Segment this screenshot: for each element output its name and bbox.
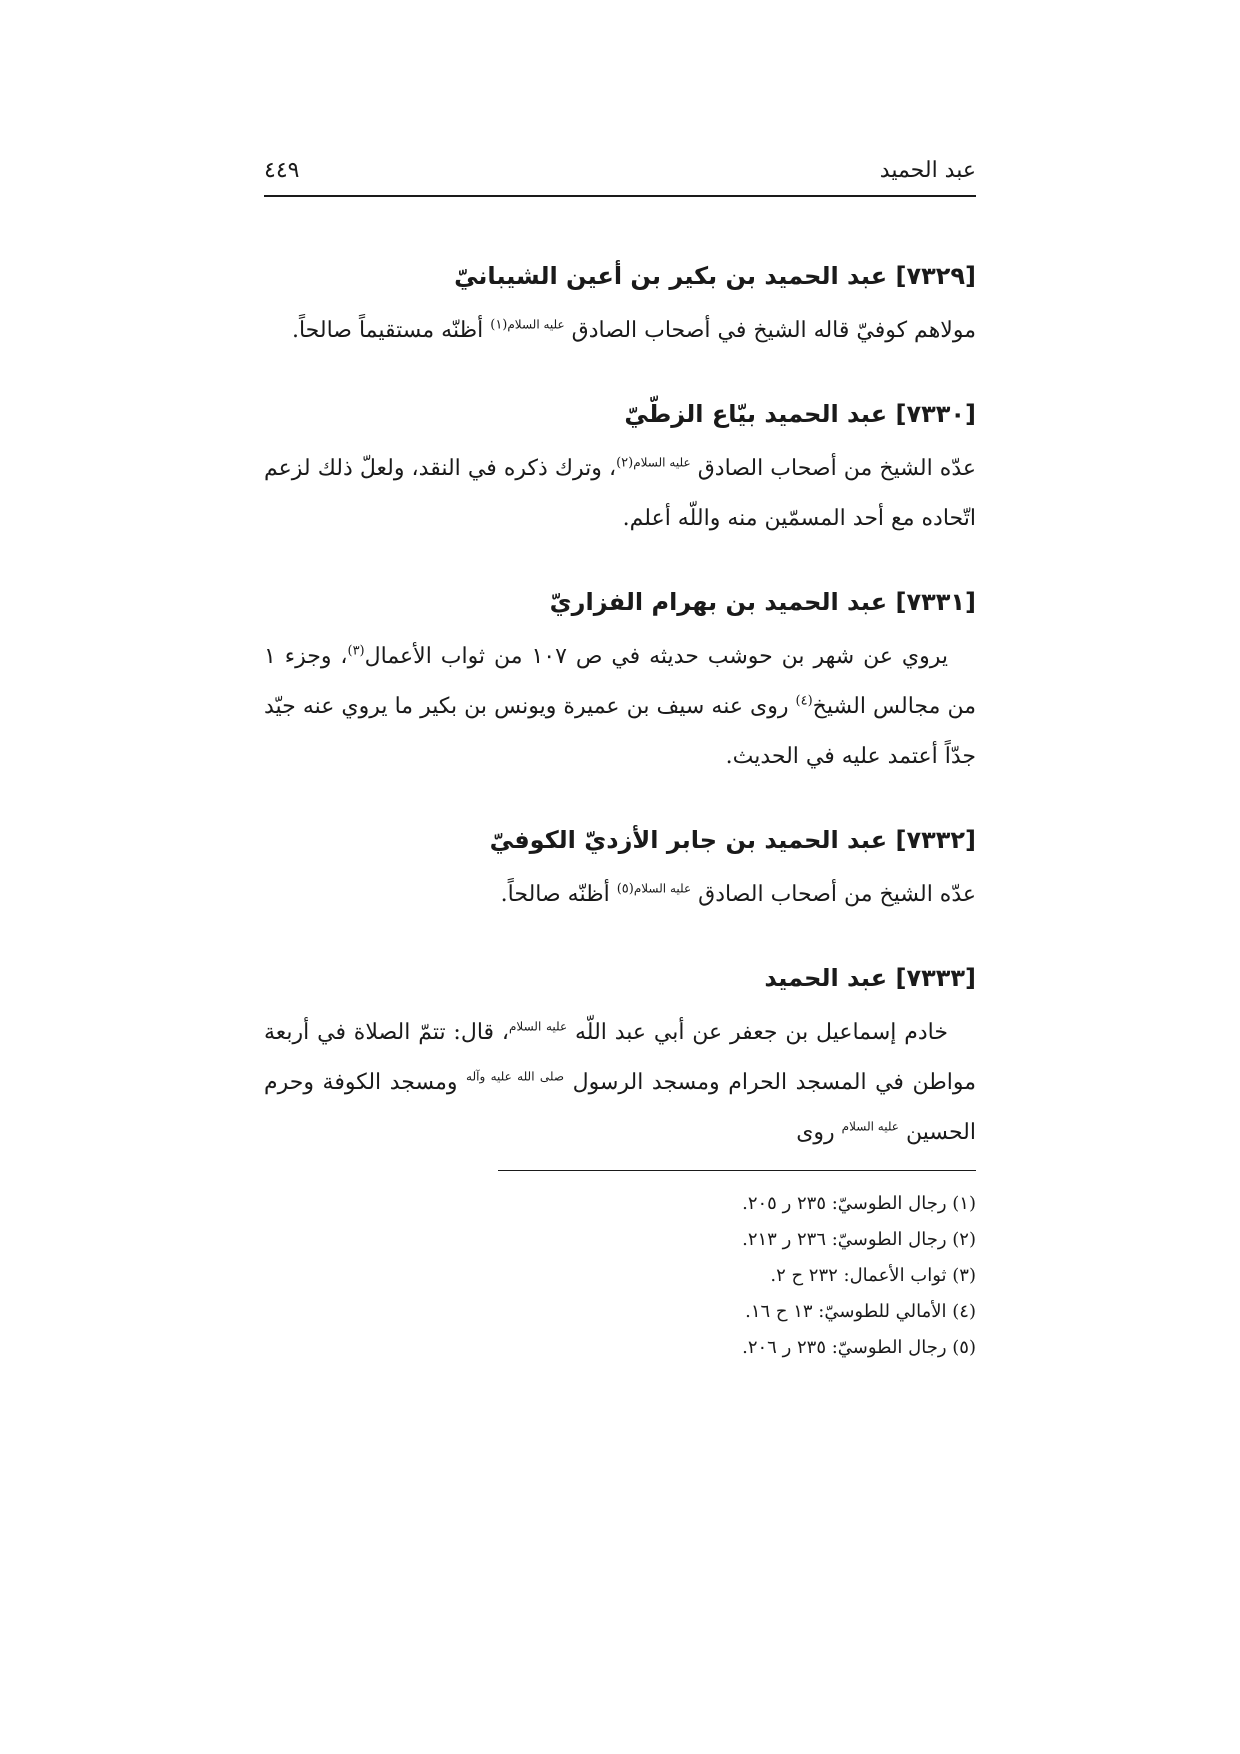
entry-name: عبد الحميد بن بهرام الفزاريّ bbox=[549, 588, 888, 616]
entry-text-part: عدّه الشيخ من أصحاب الصادق bbox=[697, 456, 976, 481]
book-page bbox=[264, 0, 976, 1754]
honorific-mark: عليه السلام bbox=[841, 1119, 899, 1134]
footnote-2: (٢) رجال الطوسيّ: ٢٣٦ ر ٢١٣. bbox=[742, 1229, 976, 1250]
header-rule bbox=[264, 195, 976, 197]
entry-text-part: يروي عن شهر بن حوشب حديثه في ص ١٠٧ من ثواب الأعمال bbox=[364, 644, 948, 669]
running-title: عبد الحميد bbox=[879, 157, 976, 183]
entry-text-part: روى bbox=[796, 1120, 842, 1145]
entry-name: عبد الحميد بن جابر الأزديّ الكوفيّ bbox=[489, 826, 888, 854]
entry-text-part: أظنّه مستقيماً صالحاً. bbox=[291, 318, 491, 343]
entry-text-part: ، قال: تتمّ الصلاة في أربعة مواطن في المسجد الحرام ومسجد الرسول bbox=[264, 1020, 977, 1095]
page-number: ٤٤٩ bbox=[264, 157, 300, 183]
entry-name: عبد الحميد بن بكير بن أعين الشيبانيّ bbox=[454, 262, 888, 290]
honorific-mark: عليه السلام bbox=[633, 455, 691, 470]
entry-text-part: ، وترك ذكره في النقد، ولعلّ ذلك لزعم اتّحاده مع أحد المسمّين منه واللّه أعلم. bbox=[264, 456, 976, 531]
footnote-1: (١) رجال الطوسيّ: ٢٣٥ ر ٢٠٥. bbox=[742, 1193, 976, 1214]
footnote-ref-5[interactable]: (٥) bbox=[616, 881, 634, 897]
footnote-ref-1[interactable]: (١) bbox=[490, 317, 508, 333]
honorific-mark: صلى الله عليه وآله bbox=[466, 1069, 565, 1084]
entry-text-part: مولاهم كوفيّ قاله الشيخ في أصحاب الصادق bbox=[571, 318, 976, 343]
entry-number: [٧٣٣٣] bbox=[895, 964, 976, 992]
entry-text-part: أظنّه صالحاً. bbox=[500, 882, 617, 907]
entry-text-part: خادم إسماعيل بن جعفر عن أبي عبد اللّه bbox=[574, 1020, 948, 1045]
footnote-ref-3[interactable]: (٣) bbox=[347, 643, 365, 659]
entry-text bbox=[264, 306, 976, 356]
footnote-rule bbox=[498, 1170, 976, 1171]
entry-7330 bbox=[264, 394, 976, 544]
entry-number: [٧٣٣١] bbox=[895, 588, 976, 616]
footnotes-list bbox=[264, 1186, 976, 1366]
footnote-ref-4[interactable]: (٤) bbox=[795, 693, 813, 709]
entry-text bbox=[264, 632, 976, 782]
entry-number: [٧٣٣٠] bbox=[895, 400, 976, 428]
footnote-5: (٥) رجال الطوسيّ: ٢٣٥ ر ٢٠٦. bbox=[742, 1337, 976, 1358]
entry-title bbox=[264, 256, 976, 296]
page-body bbox=[264, 256, 976, 1196]
entry-text bbox=[264, 1008, 976, 1158]
entry-number: [٧٣٢٩] bbox=[895, 262, 976, 290]
entry-title bbox=[264, 394, 976, 434]
footnote-ref-2[interactable]: (٢) bbox=[616, 455, 634, 471]
footnote-4: (٤) الأمالي للطوسيّ: ١٣ ح ١٦. bbox=[745, 1301, 976, 1322]
honorific-mark: عليه السلام bbox=[633, 881, 692, 896]
entry-title bbox=[264, 582, 976, 622]
entry-name: عبد الحميد bbox=[764, 964, 888, 992]
entry-title bbox=[264, 820, 976, 860]
entry-text-part: ومسجد الكوفة وحرم الحسين bbox=[264, 1070, 976, 1145]
entry-text bbox=[264, 870, 976, 920]
page-header bbox=[264, 152, 976, 188]
honorific-mark: عليه السلام bbox=[509, 1019, 568, 1034]
entry-7331 bbox=[264, 582, 976, 782]
entry-text bbox=[264, 444, 976, 544]
entry-7329 bbox=[264, 256, 976, 356]
entry-7332 bbox=[264, 820, 976, 920]
honorific-mark: عليه السلام bbox=[507, 317, 565, 332]
entry-text-part: ، وجزء ١ من مجالس الشيخ bbox=[264, 644, 976, 719]
entry-number: [٧٣٣٢] bbox=[895, 826, 976, 854]
footnote-3: (٣) ثواب الأعمال: ٢٣٢ ح ٢. bbox=[770, 1265, 976, 1286]
entry-title bbox=[264, 958, 976, 998]
entry-name: عبد الحميد بيّاع الزطّيّ bbox=[624, 400, 888, 428]
entry-7333 bbox=[264, 958, 976, 1158]
entry-text-part: عدّه الشيخ من أصحاب الصادق bbox=[698, 882, 976, 907]
entry-text-part: روى عنه سيف بن عميرة ويونس بن بكير ما يروي عنه جيّد جدّاً أعتمد عليه في الحديث. bbox=[264, 694, 976, 769]
